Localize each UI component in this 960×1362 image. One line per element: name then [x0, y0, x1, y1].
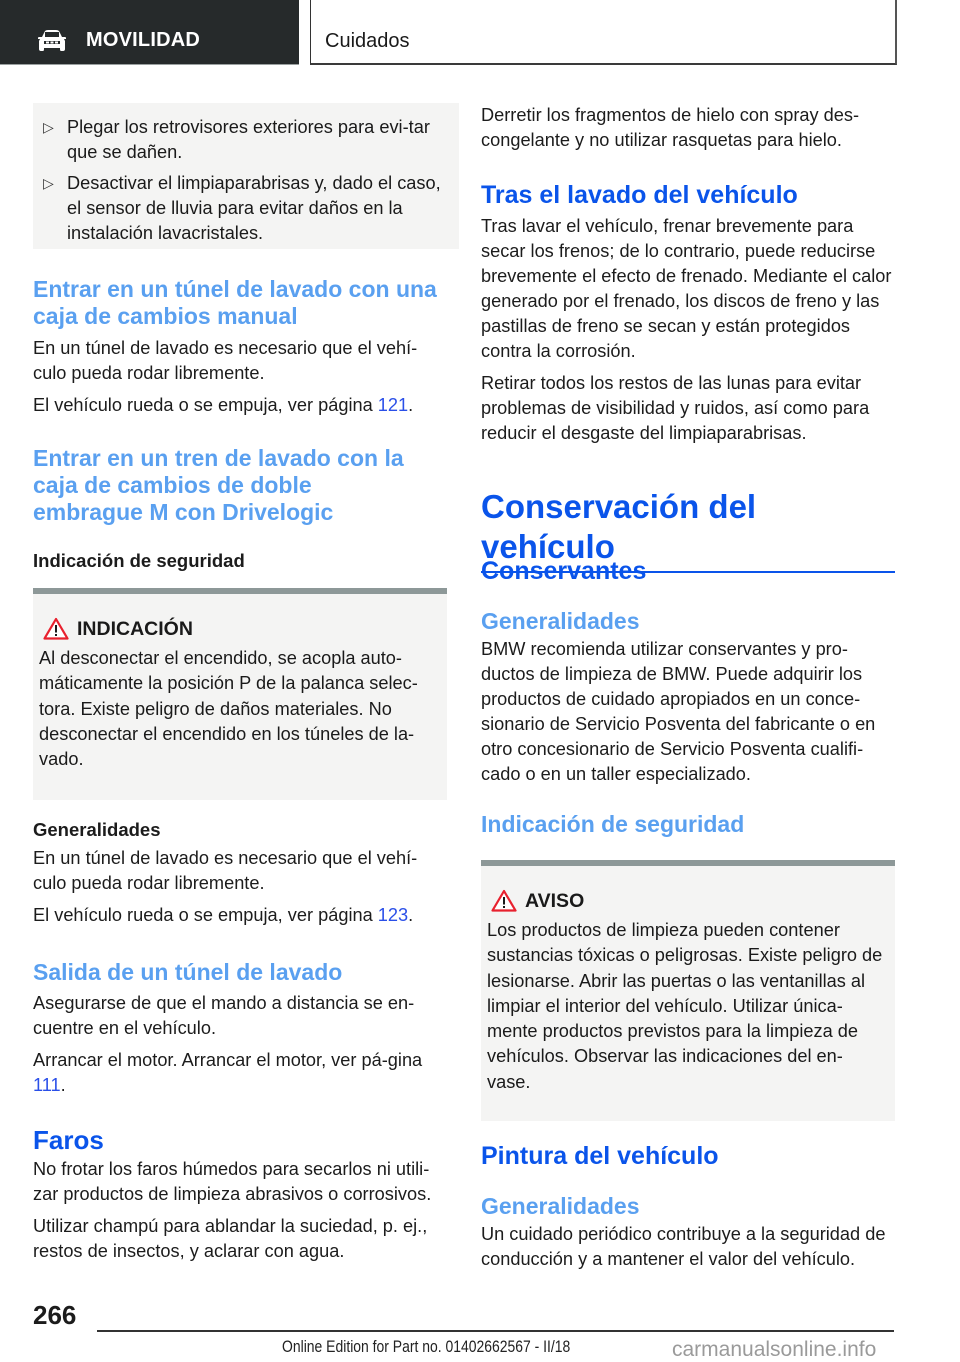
- paragraph: El vehículo rueda o se empuja, ver página 123.: [33, 905, 414, 925]
- warning-triangle-icon: [491, 889, 517, 912]
- paragraph: No frotar los faros húmedos para secarlos ni utili-zar productos de limpieza abrasivos o corrosivos.: [33, 1159, 432, 1204]
- paragraph: El vehículo rueda o se empuja, ver página 121.: [33, 395, 414, 415]
- list-item: ▷ Plegar los retrovisores exteriores para evi-tar que se dañen.: [43, 117, 430, 162]
- preservatives-section: [481, 556, 895, 838]
- dct-general-section: [33, 819, 447, 928]
- page-link[interactable]: 121: [377, 395, 409, 415]
- page-heading: Conservación del vehículo: [481, 488, 757, 565]
- subheading: Generalidades: [33, 819, 161, 840]
- paragraph: Asegurarse de que el mando a distancia se en-cuentre en el vehículo.: [33, 993, 415, 1038]
- warning-box: [481, 860, 895, 1121]
- warning-body: Los productos de limpieza pueden contener sustancias tóxicas o peligrosas. Existe peligro de lesionarse. Abrir las puertas o las ventanillas al limpiar el interior del vehículo. Utilizar única-mente productos previstos para la limpieza de vehículos. Observar las indicaciones del en-vase.: [487, 920, 883, 1092]
- paragraph: Un cuidado periódico contribuye a la seguridad de conducción y a mantener el valor del vehículo.: [481, 1224, 886, 1269]
- warning-title: INDICACIÓN: [77, 618, 193, 640]
- chapter-title: Cuidados: [325, 30, 410, 52]
- warning-box: [33, 588, 447, 800]
- page-link[interactable]: 123: [377, 905, 409, 925]
- section-heading: Faros: [33, 1125, 104, 1155]
- page-number: 266: [33, 1300, 77, 1330]
- section-heading: Entrar en un túnel de lavado con una caja de cambios manual: [33, 276, 437, 329]
- paragraph: Arrancar el motor. Arrancar el motor, ver pá-gina 111.: [33, 1050, 423, 1095]
- warning-title: AVISO: [525, 890, 585, 912]
- subheading: Indicación de seguridad: [33, 550, 245, 571]
- paragraph: Derretir los fragmentos de hielo con spray des-congelante y no utilizar rasquetas para hielo.: [481, 105, 860, 150]
- section-title: MOVILIDAD: [86, 29, 201, 51]
- section-heading: Entrar en un tren de lavado con la caja de cambios de doble embrague M con Drivelogic: [33, 445, 404, 525]
- headlights-section: [33, 1125, 447, 1264]
- warning-triangle-icon: [43, 617, 69, 640]
- paragraph: En un túnel de lavado es necesario que el vehí-culo pueda rodar libremente.: [33, 338, 418, 383]
- after-wash-section: [481, 180, 895, 446]
- footer-divider: [97, 1330, 894, 1332]
- paragraph: En un túnel de lavado es necesario que el vehí-culo pueda rodar libremente.: [33, 848, 418, 893]
- paragraph: Utilizar champú para ablandar la suciedad, p. ej., restos de insectos, y aclarar con agua.: [33, 1216, 428, 1261]
- subheading: Indicación de seguridad: [481, 811, 745, 837]
- exit-tunnel-section: [33, 959, 447, 1098]
- page-link[interactable]: 111: [33, 1075, 61, 1095]
- section-heading: Salida de un túnel de lavado: [33, 959, 343, 985]
- section-heading: Tras el lavado del vehículo: [481, 181, 798, 209]
- section-tab: [0, 0, 299, 65]
- triangle-right-icon: ▷: [43, 119, 54, 135]
- subheading: Generalidades: [481, 608, 640, 634]
- triangle-right-icon: ▷: [43, 175, 54, 191]
- subheading: Generalidades: [481, 1193, 640, 1219]
- bullet-list-box: [33, 103, 459, 249]
- intro-block: [481, 103, 895, 153]
- edition-text: Online Edition for Part no. 01402662567 - II/18: [282, 1337, 571, 1356]
- paragraph: BMW recomienda utilizar conservantes y pro-ductos de limpieza de BMW. Puede adquirir los productos de cuidado apropiados en un conce-sionario de Servicio Posventa del fabricante o en otro concesionario de Servicio Posventa cualifi-cado o en un taller especializado.: [481, 639, 876, 784]
- car-front-icon: [36, 29, 68, 53]
- paragraph: Tras lavar el vehículo, frenar brevemente para secar los frenos; de lo contrario, puede reducirse brevemente el efecto de frenado. Mediante el calor generado por el frenado, los discos de freno y las pastillas de freno se secan y están protegidos contra la corrosión.: [481, 216, 892, 361]
- section-heading: Pintura del vehículo: [481, 1142, 719, 1170]
- dct-tunnel-section: [33, 445, 447, 572]
- warning-body: Al desconectar el encendido, se acopla auto-máticamente la posición P de la palanca selec-tora. Existe peligro de daños materiales. No desconectar el encendido en los túneles de la-vado.: [39, 648, 418, 770]
- list-item: ▷ Desactivar el limpiaparabrisas y, dado el caso, el sensor de lluvia para evitar daños en la instalación lavacristales.: [43, 173, 441, 243]
- section-heading: Conservantes: [481, 557, 647, 585]
- watermark: carmanualsonline.info: [672, 1338, 877, 1361]
- paragraph: Retirar todos los restos de las lunas para evitar problemas de visibilidad y ruidos, así como para reducir el desgaste del limpiaparabrisas.: [481, 373, 870, 443]
- chapter-box: [310, 0, 897, 65]
- paint-section: [481, 1141, 895, 1272]
- manual-tunnel-section: [33, 276, 447, 418]
